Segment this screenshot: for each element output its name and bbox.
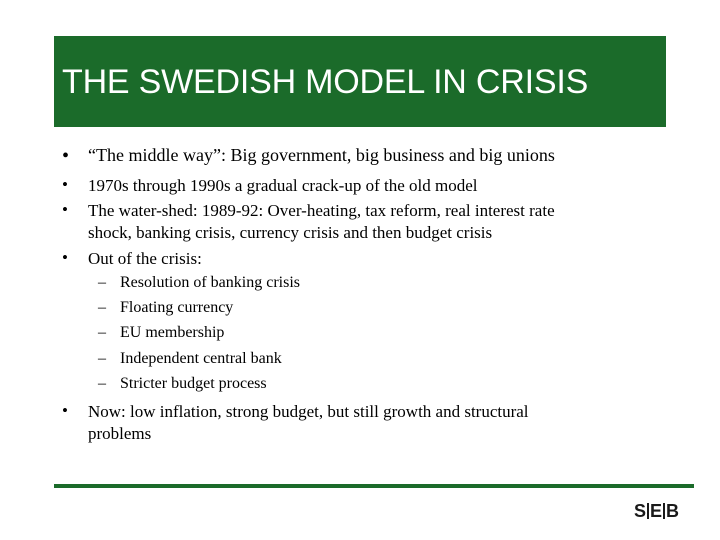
sub-bullet-text: Floating currency [120,299,234,316]
bullet-text: Out of the crisis: [88,249,202,268]
bullet-text: “The middle way”: Big government, big business and big unions [88,145,555,165]
logo-separator [663,503,665,519]
logo-letter-b: B [666,500,680,521]
sub-bullet-text: EU membership [120,324,225,341]
sub-bullet-marker: – [98,375,106,392]
bullet-text: 1970s through 1990s a gradual crack-up of the old model [88,176,478,195]
sub-bullet-text: Independent central bank [120,350,282,367]
sub-bullet-marker: – [98,274,106,291]
bullet-text-line2: problems [88,424,152,443]
seb-logo [634,502,679,520]
footer-divider [54,484,694,488]
bullet-text-line2: shock, banking crisis, currency crisis and then budget crisis [88,223,493,242]
logo-separator [647,503,649,519]
bullet-text-line1: Now: low inflation, strong budget, but still growth and structural [88,402,529,421]
sub-bullet-text: Resolution of banking crisis [120,274,300,291]
logo-letter-s: S [634,500,647,521]
bullet-text-line1: The water-shed: 1989-92: Over-heating, tax reform, real interest rate [88,201,555,220]
sub-bullet-text: Stricter budget process [120,375,267,392]
slide-title: THE SWEDISH MODEL IN CRISIS [62,63,589,101]
bullet-marker: • [62,145,70,167]
sub-bullet-marker: – [98,324,106,341]
bullet-marker: • [62,401,68,420]
sub-bullet-marker: – [98,299,106,316]
bullet-marker: • [62,200,68,219]
logo-letter-e: E [650,500,663,521]
bullet-marker: • [62,175,68,194]
sub-bullet-marker: – [98,350,106,367]
bullet-marker: • [62,248,68,267]
